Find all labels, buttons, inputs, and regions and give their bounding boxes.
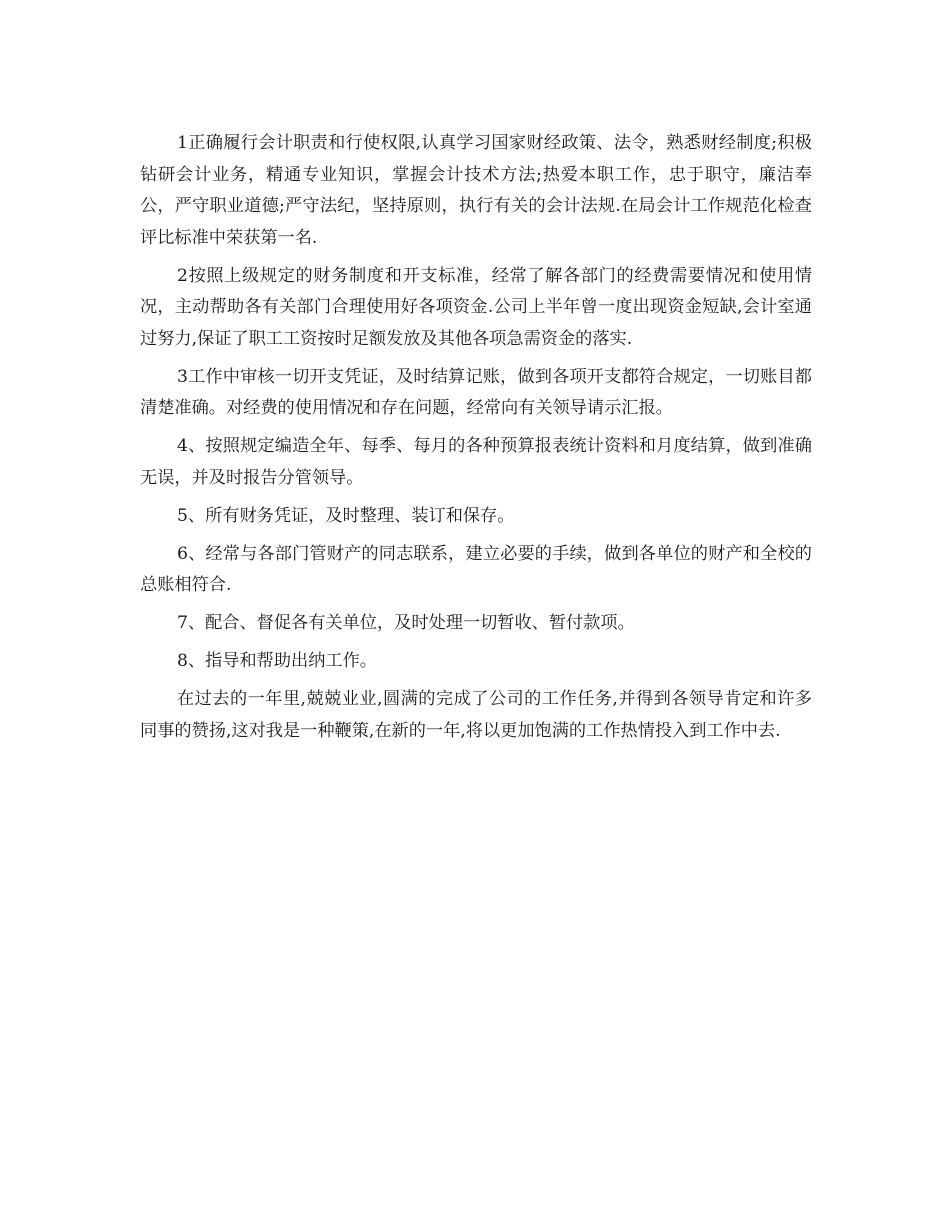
paragraph-conclusion: 在过去的一年里,兢兢业业,圆满的完成了公司的工作任务,并得到各领导肯定和许多同事的赞扬,这对我是一种鞭策,在新的一年,将以更加饱满的工作热情投入到工作中去.: [140, 689, 812, 741]
document-body: [140, 128, 812, 754]
paragraph-1: 1正确履行会计职责和行使权限,认真学习国家财经政策、法令，熟悉财经制度;积极钻研会计业务，精通专业知识，掌握会计技术方法;热爱本职工作，忠于职守，廉洁奉公，严守职业道德;严守法纪，坚持原则，执行有关的会计法规.在局会计工作规范化检查评比标准中荣获第一名.: [140, 133, 812, 248]
paragraph-2: 2按照上级规定的财务制度和开支标准，经常了解各部门的经费需要情况和使用情况，主动帮助各有关部门合理使用好各项资金.公司上半年曾一度出现资金短缺,会计室通过努力,保证了职工工资按时足额发放及其他各项急需资金的落实.: [140, 265, 812, 349]
paragraph-3: 3工作中审核一切开支凭证，及时结算记账，做到各项开支都符合规定，一切账目都清楚准确。对经费的使用情况和存在问题，经常向有关领导请示汇报。: [140, 366, 812, 418]
paragraph-7: 7、配合、督促各有关单位，及时处理一切暂收、暂付款项。: [177, 613, 635, 633]
paragraph-5: 5、所有财务凭证，及时整理、装订和保存。: [177, 505, 515, 526]
paragraph-8: 8、指导和帮助出纳工作。: [177, 651, 377, 671]
paragraph-4: 4、按照规定编造全年、每季、每月的各种预算报表统计资料和月度结算，做到准确无误，并及时报告分管领导。: [140, 436, 812, 488]
paragraph-6: 6、经常与各部门管财产的同志联系，建立必要的手续，做到各单位的财产和全校的总账相符合.: [140, 543, 812, 595]
